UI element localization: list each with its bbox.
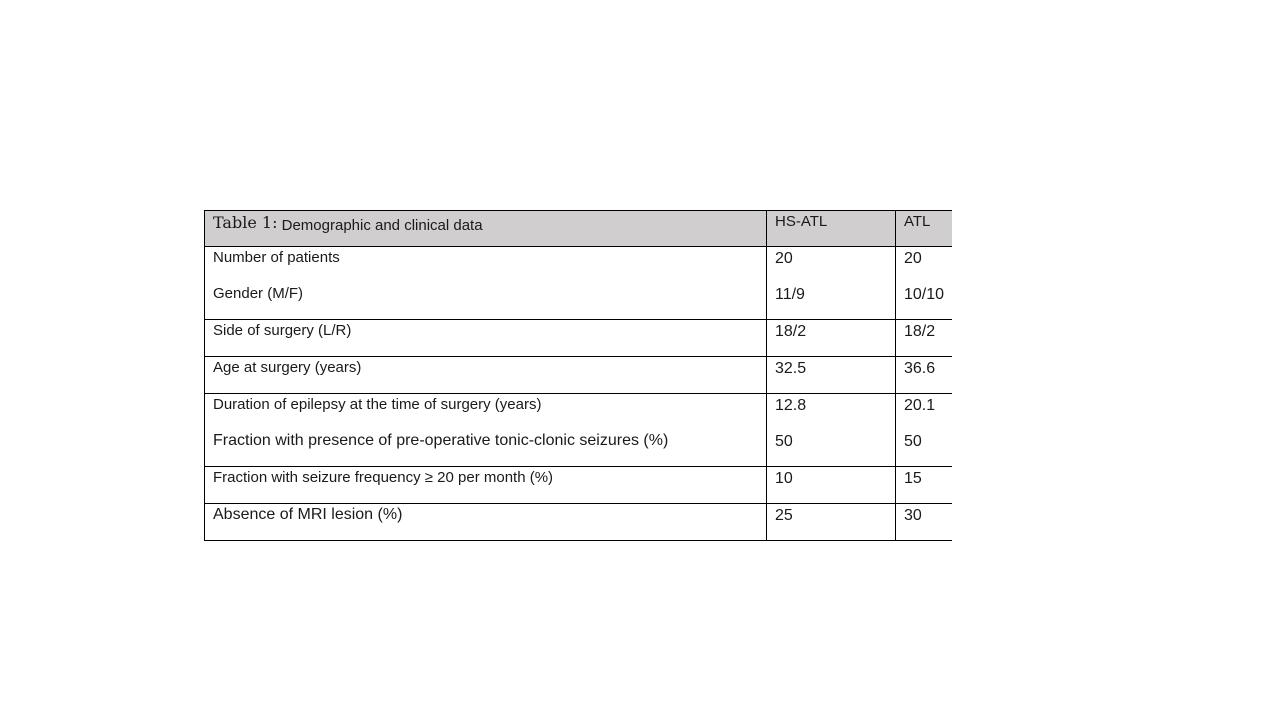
row-label: Age at surgery (years) bbox=[213, 359, 362, 376]
row-label: Fraction with seizure frequency ≥ 20 per month (%) bbox=[213, 469, 554, 486]
hs-atl-value: 12.8 bbox=[775, 397, 807, 414]
hs-atl-value-cell bbox=[767, 357, 896, 394]
table-row bbox=[205, 394, 953, 467]
atl-value-cell bbox=[896, 394, 953, 467]
atl-value-cell bbox=[896, 247, 953, 320]
row-label-cell bbox=[205, 394, 767, 467]
hs-atl-value: 11/9 bbox=[775, 286, 805, 303]
atl-value: 20.1 bbox=[904, 397, 936, 414]
row-label: Absence of MRI lesion (%) bbox=[213, 506, 403, 523]
column-header-hs-atl: HS-ATL bbox=[767, 211, 896, 247]
atl-value: 50 bbox=[904, 433, 922, 450]
hs-atl-value: 20 bbox=[775, 250, 793, 267]
atl-value: 15 bbox=[904, 470, 922, 487]
row-label: Fraction with presence of pre-operative tonic-clonic seizures (%) bbox=[213, 432, 669, 449]
hs-atl-value: 25 bbox=[775, 507, 793, 524]
atl-value-cell bbox=[896, 504, 953, 541]
row-label-cell bbox=[205, 467, 767, 504]
atl-value: 20 bbox=[904, 250, 922, 267]
table-row bbox=[205, 504, 953, 541]
row-label-cell bbox=[205, 320, 767, 357]
table-row bbox=[205, 320, 953, 357]
atl-value: 30 bbox=[904, 507, 922, 524]
hs-atl-value-cell bbox=[767, 247, 896, 320]
row-label-cell bbox=[205, 247, 767, 320]
demographic-table-container bbox=[204, 210, 952, 541]
row-label: Gender (M/F) bbox=[213, 285, 304, 302]
atl-value: 36.6 bbox=[904, 360, 936, 377]
atl-value: 10/10 bbox=[904, 286, 945, 303]
row-label-cell bbox=[205, 357, 767, 394]
table-caption-cell bbox=[205, 211, 767, 247]
table-row bbox=[205, 467, 953, 504]
column-header-atl: ATL bbox=[896, 211, 953, 247]
table-row bbox=[205, 247, 953, 320]
hs-atl-value: 18/2 bbox=[775, 323, 807, 340]
hs-atl-value-cell bbox=[767, 504, 896, 541]
table-caption-number: Table 1: bbox=[213, 213, 278, 232]
hs-atl-value: 32.5 bbox=[775, 360, 807, 377]
row-label-cell bbox=[205, 504, 767, 541]
table-header-row bbox=[205, 211, 953, 247]
table-row bbox=[205, 357, 953, 394]
row-label: Side of surgery (L/R) bbox=[213, 322, 352, 339]
hs-atl-value-cell bbox=[767, 320, 896, 357]
demographic-clinical-table bbox=[204, 210, 952, 541]
atl-value-cell bbox=[896, 467, 953, 504]
atl-value-cell bbox=[896, 320, 953, 357]
row-label: Number of patients bbox=[213, 249, 340, 266]
atl-value: 18/2 bbox=[904, 323, 936, 340]
table-caption-title: Demographic and clinical data bbox=[277, 217, 483, 234]
hs-atl-value: 10 bbox=[775, 470, 793, 487]
hs-atl-value: 50 bbox=[775, 433, 793, 450]
atl-value-cell bbox=[896, 357, 953, 394]
hs-atl-value-cell bbox=[767, 467, 896, 504]
row-label: Duration of epilepsy at the time of surgery (years) bbox=[213, 396, 542, 413]
hs-atl-value-cell bbox=[767, 394, 896, 467]
